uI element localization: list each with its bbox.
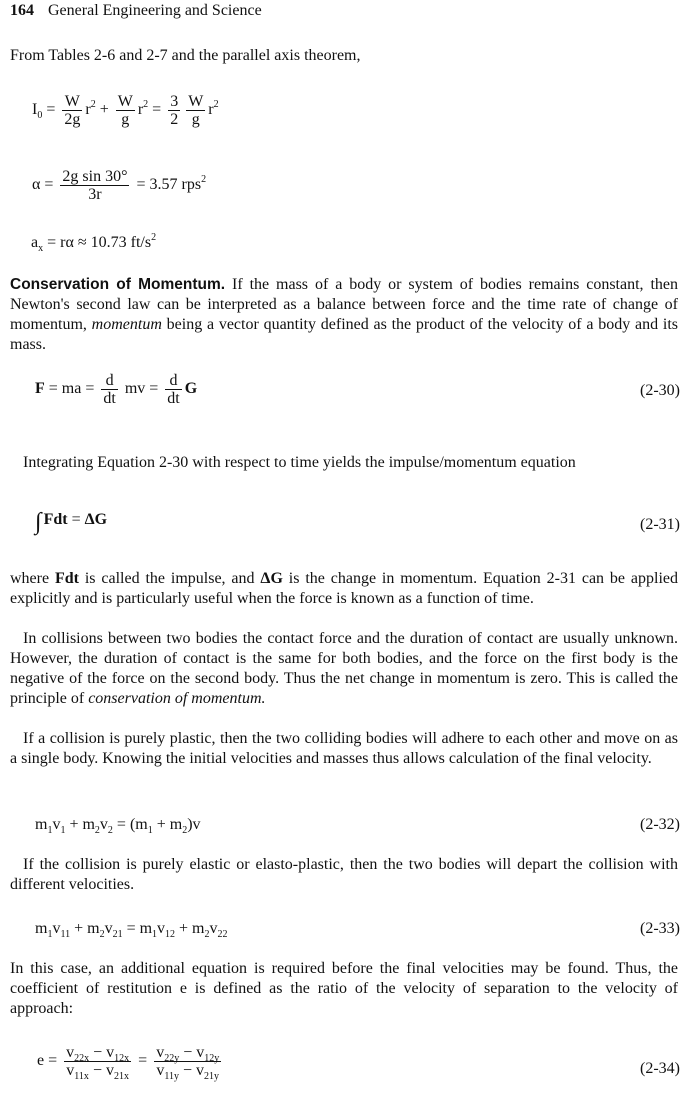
where-fdt: Fdt: [54, 570, 79, 587]
equation-number-2-31: (2-31): [640, 516, 680, 533]
eq-2-30-G: G: [184, 380, 198, 398]
eq-2-34-part: v: [156, 1044, 165, 1061]
eq-inertia-exp3: 2: [213, 99, 219, 111]
eq-inertia-lhs: I: [32, 101, 38, 119]
eq-inertia-r1: r: [85, 101, 91, 119]
eq-2-30-lhs: F: [35, 380, 45, 398]
eq-2-34-frac-x-num: [64, 1044, 131, 1062]
eq-2-34-frac-y: [154, 1044, 221, 1082]
where-paragraph: [10, 569, 678, 609]
plastic-paragraph: If a collision is purely plastic, then the two colliding bodies will adhere to each other and move on as a single body. Knowing the initial velocities and masses thus allows calculation of the final velocity.: [10, 730, 678, 767]
eq-2-32-part: + m: [152, 816, 183, 833]
eq-2-33-sub: 12: [165, 929, 176, 940]
eq-2-33-part: + m: [175, 920, 205, 937]
equation-2-33: [35, 920, 228, 938]
eq-ax-rhs: = rα ≈ 10.73 ft/s: [47, 234, 152, 251]
collisions-em: conservation of momentum.: [88, 690, 266, 707]
eq-2-34-frac-x: [64, 1044, 131, 1082]
eq-2-30-d1: d: [101, 372, 117, 390]
eq-2-34-eq: =: [138, 1052, 148, 1070]
eq-2-34-sub: 22x: [74, 1053, 90, 1064]
eq-2-34-sub: 11x: [74, 1071, 89, 1082]
equation-number-2-34: (2-34): [640, 1060, 680, 1077]
eq-2-33-part: v: [52, 920, 61, 937]
eq-alpha-rhs: = 3.57 rps: [136, 176, 202, 194]
eq-2-30-dt1: dt: [103, 390, 116, 407]
running-head: [10, 2, 262, 20]
conservation-heading: Conservation of Momentum.: [10, 276, 226, 293]
eq-2-34-minus: −: [93, 1044, 103, 1061]
eq-2-33-sub: 21: [112, 929, 123, 940]
eq-ax-lhs-sub: x: [38, 243, 44, 254]
eq-2-32-sub: 2: [182, 825, 188, 836]
eq-inertia-lhs-sub: 0: [37, 110, 43, 122]
eq-2-32-sub: 1: [60, 825, 66, 836]
collisions-paragraph: [10, 629, 678, 709]
eq-2-32-sub: 1: [147, 825, 153, 836]
equation-2-32: [35, 816, 201, 834]
equation-2-30: [35, 372, 197, 407]
eq-2-33-part: + m: [70, 920, 100, 937]
eq-2-34-part: v: [196, 1062, 205, 1079]
intro-paragraph: From Tables 2-6 and 2-7 and the parallel axis theorem,: [10, 47, 361, 64]
collisions-text: In collisions between two bodies the contact force and the duration of contact are usually unknown. However, the duration of contact is the same for both bodies, and the force on the first body is the negative of the force on the second body. Thus the net change in momentum is zero. This is called the principle of: [10, 630, 678, 707]
equation-number-2-32: (2-32): [640, 816, 680, 833]
equation-linear-acceleration: [31, 234, 156, 252]
eq-2-34-part: v: [196, 1044, 205, 1061]
eq-2-34-sub: 12x: [114, 1053, 130, 1064]
eq-2-33-part: = m: [122, 920, 153, 937]
eq-inertia-frac-2: [116, 93, 135, 128]
conservation-paragraph: [10, 275, 678, 355]
eq-ax-lhs: a: [31, 234, 39, 251]
eq-2-34-minus: −: [183, 1062, 193, 1079]
eq-2-32-part: v: [52, 816, 61, 833]
eq-2-30-frac-2: [165, 372, 181, 407]
eq-2-33-part: v: [157, 920, 166, 937]
equation-2-34: [37, 1044, 224, 1082]
eq-alpha-den: 3r: [88, 186, 102, 203]
eq-2-32-part: m: [35, 816, 48, 833]
eq-inertia-exp1: 2: [90, 99, 96, 111]
eq-2-34-part: v: [156, 1062, 165, 1079]
eq-2-33-sub: 1: [47, 929, 53, 940]
eq-2-34-sub: 11y: [164, 1071, 179, 1082]
eq-2-32-part: )v: [187, 816, 201, 833]
eq-inertia-c3d: 2: [170, 111, 179, 128]
page-number: 164: [10, 2, 34, 19]
eq-inertia-r2: r: [137, 101, 144, 119]
eq-2-34-part: v: [66, 1044, 75, 1061]
equation-number-2-33: (2-33): [640, 920, 680, 937]
eq-2-34-sub: 21y: [204, 1071, 220, 1082]
eq-2-32-sub: 2: [94, 825, 100, 836]
eq-2-33-part: v: [104, 920, 113, 937]
running-title: General Engineering and Science: [48, 2, 262, 19]
eq-inertia-n3: W: [188, 93, 204, 110]
eq-2-34-sub: 22y: [164, 1053, 180, 1064]
eq-inertia-r3: r: [208, 101, 214, 119]
eq-2-34-part: v: [66, 1062, 75, 1079]
eq-inertia-exp2: 2: [143, 99, 149, 111]
eq-inertia-c3n: 3: [170, 93, 179, 110]
where-delta-g: ΔG: [260, 570, 283, 587]
equation-number-2-30: (2-30): [640, 382, 680, 399]
eq-2-32-part: + m: [65, 816, 95, 833]
eq-inertia-d2: g: [121, 111, 130, 128]
eq-inertia-frac-4: [186, 93, 205, 128]
eq-inertia-n2: W: [117, 93, 133, 110]
equation-moment-of-inertia: $I_0$ = $\frac{W}{2g}$ $r^2$ + $\frac{W}{g}$ $r^2$ = $\frac{3}{2}$ $\frac{W}{g}$ $r^2$: [32, 93, 219, 128]
eq-ax-rhs-sup: 2: [151, 232, 157, 243]
eq-2-30-mid1: = ma =: [48, 380, 95, 398]
eq-2-32-part: = (m: [112, 816, 148, 833]
eq-2-34-part: v: [105, 1062, 114, 1079]
eq-2-33-sub: 1: [152, 929, 158, 940]
eq-2-34-lhs: e =: [37, 1052, 58, 1070]
integrating-paragraph: Integrating Equation 2-30 with respect to time yields the impulse/momentum equation: [23, 454, 576, 471]
eq-2-30-d2: d: [165, 372, 181, 390]
eq-alpha-lhs: α =: [32, 176, 54, 194]
eq-2-33-sub: 22: [217, 929, 228, 940]
eq-2-34-sub: 12y: [204, 1053, 220, 1064]
where-mid2: is the change in momentum. Equation 2-31 can be applied explicitly and is particularly useful when the force is known as a function of time.: [10, 570, 678, 607]
eq-2-30-dt2: dt: [167, 390, 180, 407]
eq-alpha-rhs-sup: 2: [201, 174, 207, 186]
equation-2-31: [35, 509, 107, 536]
eq-2-32-sub: 1: [47, 825, 53, 836]
eq-2-31-lhs: Fdt: [43, 511, 68, 528]
eq-2-33-part: v: [209, 920, 218, 937]
where-mid1: is called the impulse, and: [78, 570, 261, 587]
eq-2-33-sub: 2: [99, 929, 105, 940]
eq-2-34-frac-x-den: [64, 1062, 131, 1082]
equation-angular-acceleration: [32, 168, 206, 203]
eq-2-34-minus: −: [183, 1044, 193, 1061]
eq-2-31-eq: =: [71, 511, 81, 528]
conservation-body-em: momentum: [91, 316, 162, 333]
eq-2-30-frac-1: [101, 372, 117, 407]
conservation-body-1: If the mass of a body or system of bodies remains constant, then Newton's second law can be interpreted as a balance between force and the time rate of change of momentum,: [10, 276, 678, 333]
integral-sign: ∫: [35, 509, 42, 535]
eq-2-33-sub: 11: [60, 929, 71, 940]
eq-2-30-mid2: mv =: [124, 380, 159, 398]
conservation-body-2: being a vector quantity defined as the product of the velocity of a body and its mass.: [10, 316, 678, 353]
eq-inertia-n1: W: [62, 93, 82, 111]
eq-inertia-frac-3: [168, 93, 180, 128]
eq-alpha-frac: [60, 168, 129, 203]
eq-2-33-sub: 2: [204, 929, 210, 940]
eq-inertia-frac-1: [62, 93, 82, 128]
eq-2-32-sub: 2: [107, 825, 113, 836]
where-pre: where: [10, 570, 55, 587]
eq-2-34-part: v: [106, 1044, 115, 1061]
eq-inertia-d3: g: [191, 111, 200, 128]
eq-2-34-frac-y-den: [154, 1062, 221, 1082]
restitution-paragraph: In this case, an additional equation is required before the final velocities may be found. Thus, the coefficient of restitution e is defined as the ratio of the velocity of separation to the velocity of approach:: [10, 960, 678, 1017]
eq-2-32-part: v: [99, 816, 108, 833]
eq-2-33-part: m: [35, 920, 48, 937]
eq-inertia-d1: 2g: [64, 111, 81, 128]
eq-2-31-rhs: ΔG: [84, 511, 108, 528]
elastic-paragraph: If the collision is purely elastic or elasto-plastic, then the two bodies will depart the collision with different velocities.: [10, 856, 678, 893]
eq-2-34-minus: −: [92, 1062, 102, 1079]
eq-2-34-frac-y-num: [154, 1044, 221, 1062]
eq-alpha-num: 2g sin 30°: [62, 168, 128, 185]
eq-2-34-sub: 21x: [113, 1071, 129, 1082]
